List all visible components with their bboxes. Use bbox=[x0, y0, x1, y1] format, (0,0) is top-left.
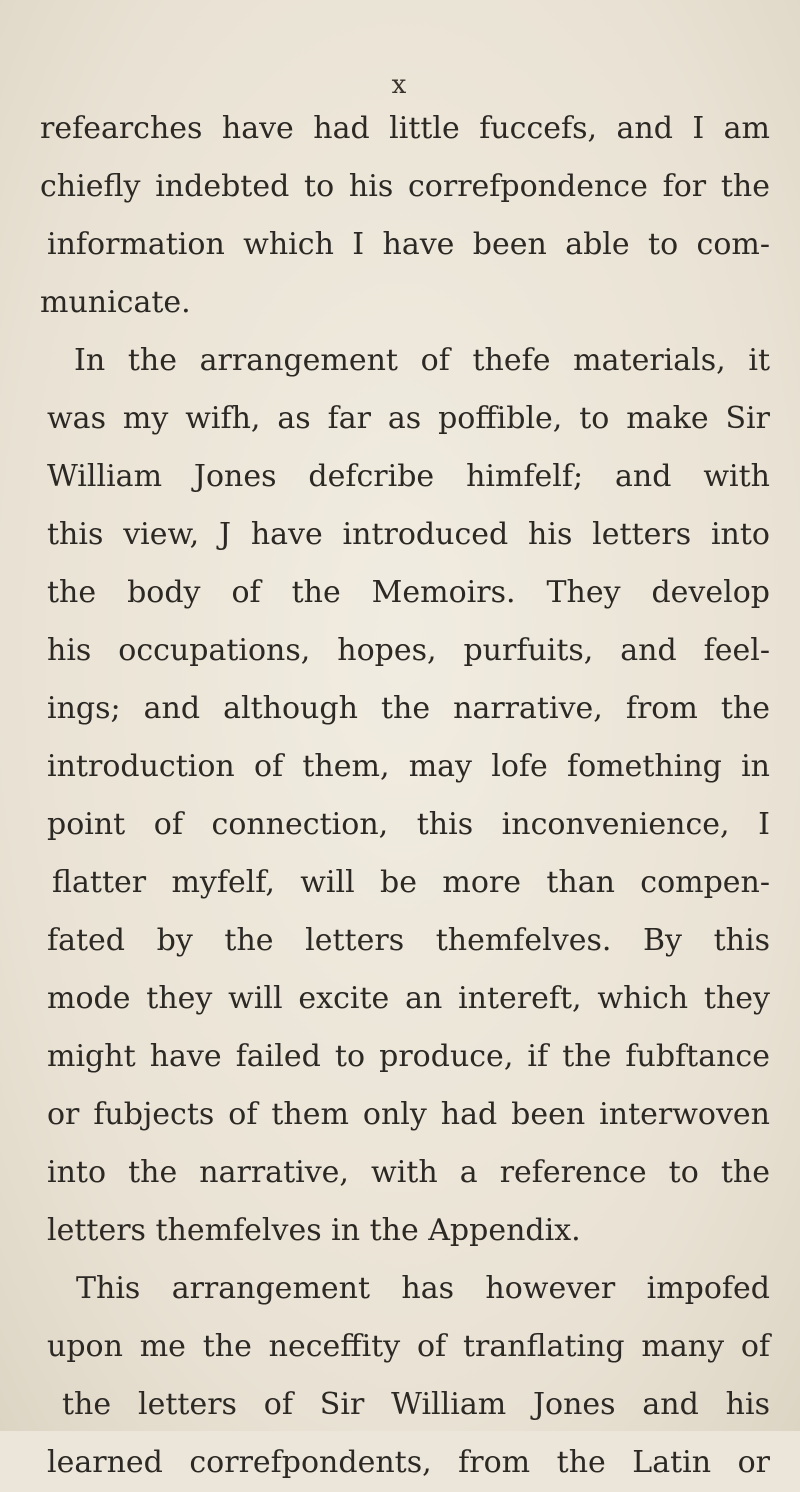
text-line bbox=[0, 564, 800, 622]
text-line bbox=[0, 680, 800, 738]
text-line-content: might have failed to produce, if the fubftance bbox=[47, 1039, 770, 1074]
text-line-content: point of connection, this inconvenience, I bbox=[47, 807, 770, 842]
text-line bbox=[0, 970, 800, 1028]
text-line-content: learned correfpondents, from the Latin or bbox=[47, 1445, 770, 1480]
text-line-content: letters themfelves in the Appendix. bbox=[47, 1213, 581, 1248]
text-line bbox=[0, 448, 800, 506]
text-line-content: this view, J have introduced his letters into bbox=[47, 517, 770, 552]
text-line-content: upon me the neceffity of tranflating many of bbox=[47, 1329, 770, 1364]
text-line-content: was my wifh, as far as poffible, to make Sir bbox=[47, 401, 770, 436]
text-line bbox=[0, 332, 800, 390]
text-line-content: into the narrative, with a reference to the bbox=[47, 1155, 770, 1190]
text-line bbox=[0, 158, 800, 216]
text-line-content: fated by the letters themfelves. By this bbox=[47, 923, 770, 958]
text-line-content: the body of the Memoirs. They develop bbox=[47, 575, 770, 610]
text-line bbox=[0, 738, 800, 796]
text-line-content: or fubjects of them only had been interwoven bbox=[47, 1097, 770, 1132]
text-line bbox=[0, 274, 800, 332]
text-line-content: his occupations, hopes, purfuits, and feel- bbox=[47, 633, 770, 668]
text-line bbox=[0, 1028, 800, 1086]
text-line bbox=[0, 854, 800, 912]
text-line-content: ings; and although the narrative, from the bbox=[47, 691, 770, 726]
text-line bbox=[0, 1144, 800, 1202]
text-line bbox=[0, 1434, 800, 1492]
text-line bbox=[0, 912, 800, 970]
text-line bbox=[0, 506, 800, 564]
text-line-content: introduction of them, may lofe fomething in bbox=[47, 749, 770, 784]
text-line bbox=[0, 1318, 800, 1376]
text-line bbox=[0, 1202, 800, 1260]
text-line bbox=[0, 100, 800, 158]
text-line bbox=[0, 1376, 800, 1434]
text-line bbox=[0, 216, 800, 274]
text-line-content: chiefly indebted to his correfpondence for the bbox=[40, 169, 770, 204]
signature-mark: x bbox=[391, 70, 409, 100]
text-line-content: flatter myfelf, will be more than compen- bbox=[52, 865, 770, 900]
text-line-content: refearches have had little fuccefs, and I am bbox=[40, 111, 770, 146]
text-line-content: municate. bbox=[40, 285, 191, 320]
text-line bbox=[0, 390, 800, 448]
text-line-content: information which I have been able to com- bbox=[47, 227, 770, 262]
text-line-content: mode they will excite an intereft, which they bbox=[47, 981, 770, 1016]
text-line bbox=[0, 1086, 800, 1144]
text-line-content: In the arrangement of thefe materials, it bbox=[74, 343, 770, 378]
text-line bbox=[0, 796, 800, 854]
text-line bbox=[0, 1260, 800, 1318]
text-line bbox=[0, 622, 800, 680]
text-line-content: the letters of Sir William Jones and his bbox=[62, 1387, 770, 1422]
text-line-content: This arrangement has however impofed bbox=[76, 1271, 770, 1306]
text-line-content: William Jones defcribe himfelf; and with bbox=[47, 459, 770, 494]
